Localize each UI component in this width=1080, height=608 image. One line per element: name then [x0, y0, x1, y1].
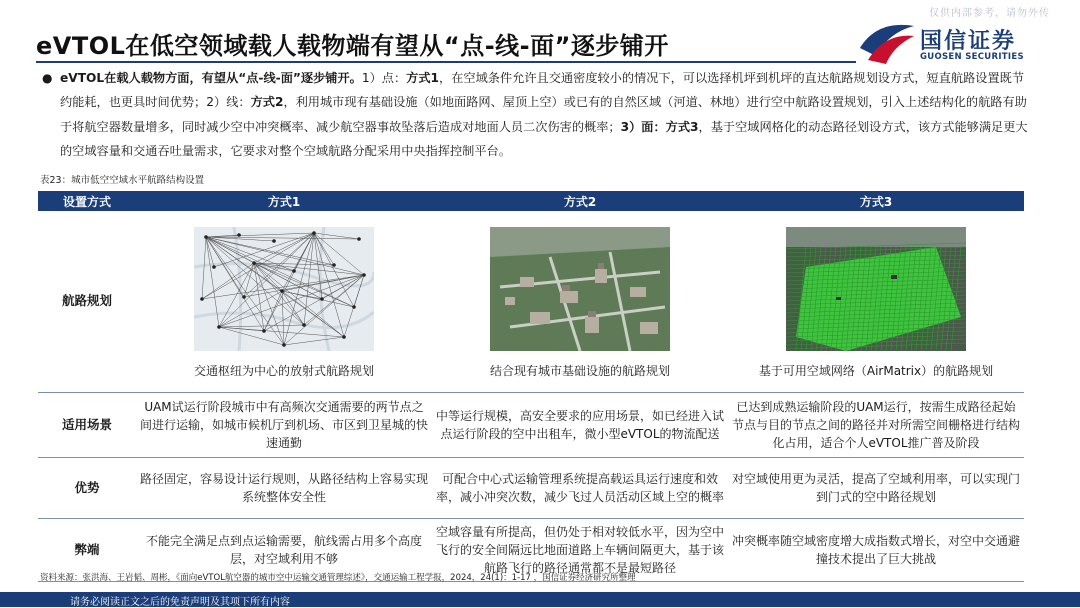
method2-bold: 方式2 [250, 95, 284, 110]
line-label: 2）线： [206, 95, 251, 110]
guosen-logo [858, 18, 1058, 68]
radial-route-map-image [194, 227, 374, 351]
method2-caption: 结合现有城市基础设施的航路规划 [489, 363, 670, 378]
title-rule [36, 61, 856, 63]
logo-sub: GUOSEN SECURITIES [920, 52, 1024, 62]
header-cell: 方式2 [432, 191, 728, 211]
row-label: 优势 [38, 457, 136, 518]
bullet-paragraph [42, 66, 1028, 163]
method3-bold: 方式3 [665, 119, 699, 134]
airmatrix-grid-image [786, 227, 966, 351]
footer-bar [0, 592, 1080, 607]
table-cell: 不能完全满足点到点运输需要，航线需占用多个高度层，对空域利用不够 [136, 518, 432, 581]
header-cell: 方式3 [728, 191, 1024, 211]
table-cell [728, 211, 1024, 392]
surface-text: ，基于空域网格化的动态路径划设方式，该方式能够满足更大的空域容量和交通吞吐量需求，它要求对整个空域航路分配采用中央指挥控制平台。 [60, 119, 1028, 158]
table-cell: 中等运行规模，高安全要求的应用场景，如已经进入试点运行阶段的空中出租车，微小型eVTOL的物流配送 [432, 392, 728, 457]
method1-caption: 交通枢纽为中心的放射式航路规划 [193, 363, 374, 378]
table-cell [432, 211, 728, 392]
table-cell: 路径固定，容易设计运行规则，从路径结构上容易实现系统整体安全性 [136, 457, 432, 518]
table-row [38, 211, 1024, 392]
table-cell: 空域容量有所提高，但仍处于相对较低水平，因为空中飞行的安全间隔远比地面道路上车辆间隔更大，基于该航路飞行的路径通常都不是最短路径 [432, 518, 728, 581]
table-row [38, 392, 1024, 457]
table-header-row [38, 191, 1024, 211]
watermark: 仅供内部参考，请勿外传 [929, 8, 1050, 19]
row-label: 航路规划 [38, 211, 136, 392]
source-note: 资料来源：张洪海、王岩韬、周彬，《面向eVTOL航空器的城市空中运输交通管理综述》，交通运输工程学报，2024，24(1)：1-17 ，国信证券经济研究所整理 [40, 573, 636, 583]
table-cell: 对空域使用更为灵活，提高了空域利用率，可以实现门到门式的空中路径规划 [728, 457, 1024, 518]
table-cell: 可配合中心式运输管理系统提高载运具运行速度和效率，减小冲突次数，减少飞过人员活动区域上空的概率 [432, 457, 728, 518]
table-cell: 已达到成熟运输阶段的UAM运行，按需生成路径起始节点与目的节点之间的路径并对所需空间栅格进行结构化占用，适合个人eVTOL推广普及阶段 [728, 392, 1024, 457]
surface-label: 3）面： [620, 119, 666, 134]
line-text: ，利用城市现有基础设施（如地面路网、屋顶上空）或已有的自然区域（河道、林地）进行空中航路设置规划，引入上述结构化的航路有助于将航空器数量增多，同时减少空中冲突概率、减少航空器事故坠落后造成对地面人员二次伤害的概率； [60, 95, 1027, 134]
route-structure-table [38, 191, 1024, 582]
header-cell: 设置方式 [38, 191, 136, 211]
page-title: eVTOL在低空领域载人载物端有望从“点-线-面”逐步铺开 [36, 32, 669, 60]
point-text: ，在空域条件允许且交通密度较小的情况下，可以选择机坪到机坪的直达航路规划设方式，短直航路设置既节约能耗，也更具时间优势； [60, 71, 1025, 110]
bullet-dot-icon: ● [42, 71, 53, 85]
logo-name: 国信证券 [920, 29, 1017, 54]
row-label: 弊端 [38, 518, 136, 581]
table-caption: 表23：城市低空空域水平航路结构设置 [40, 175, 205, 186]
table-cell: UAM试运行阶段城市中有高频次交通需要的两节点之间进行运输，如城市候机厅到机场、市区到卫星城的快速通勤 [136, 392, 432, 457]
row-label: 适用场景 [38, 392, 136, 457]
table-cell [136, 211, 432, 392]
guosen-logo-icon [858, 18, 916, 68]
header-cell: 方式1 [136, 191, 432, 211]
city-infrastructure-route-image [490, 227, 670, 351]
table-cell: 冲突概率随空域密度增大成指数式增长，对空中交通避撞技术提出了巨大挑战 [728, 518, 1024, 581]
bullet-lead: eVTOL在载人载物方面，有望从“点-线-面”逐步铺开。 [60, 71, 362, 85]
footer-disclaimer: 请务必阅读正文之后的免责声明及其项下所有内容 [70, 597, 290, 608]
method1-bold: 方式1 [406, 71, 440, 85]
table-row [38, 457, 1024, 518]
method3-caption: 基于可用空域网络（AirMatrix）的航路规划 [758, 363, 994, 378]
point-label: 1）点： [361, 71, 407, 85]
